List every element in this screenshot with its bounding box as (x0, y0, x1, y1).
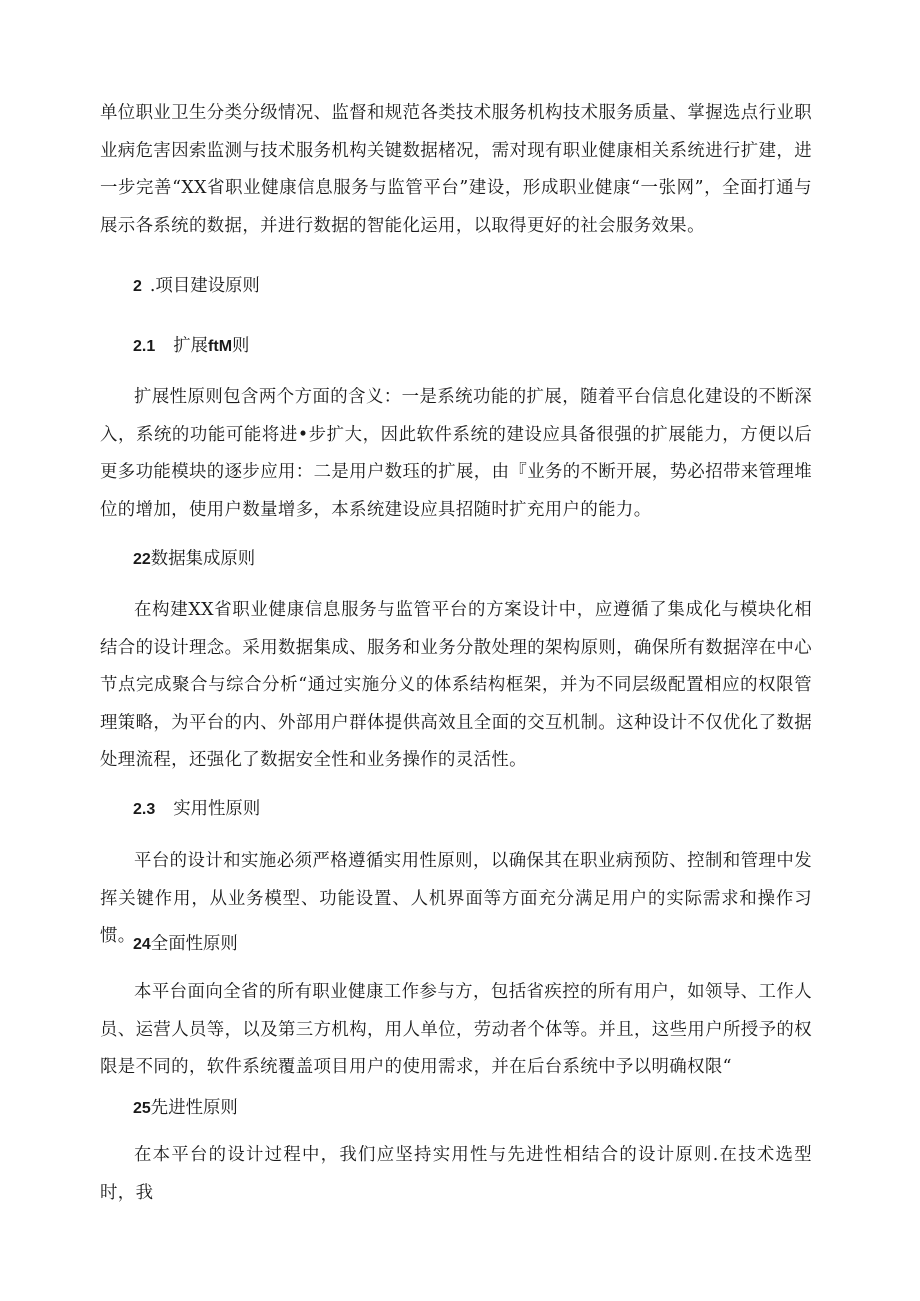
section-heading-2-5 (133, 1096, 238, 1121)
section-number: 24 (133, 936, 151, 953)
section-heading-2-4 (133, 932, 238, 957)
section-title-tail: 则 (232, 336, 250, 356)
paragraph-2-4: 本平台面向全省的所有职业健康工作参与方，包括省疾控的所有用户，如领导、工作人员、运营人员等，以及第三方机构，用人单位，劳动者个体等。并且，这些用户所授予的权限是不同的，软件系统覆盖项目用户的使用需求，并在后台系统中予以明确权限“ (100, 982, 812, 1077)
section-number: 25 (133, 1100, 151, 1117)
section-title: .项目建设原则 (149, 276, 260, 296)
intro-paragraph: 单位职业卫生分类分级情况、监督和规范各类技术服务机构技术服务质量、掌握选点行业职业病危害因索监测与技术服务机构关键数据楮况，需对现有职业健康相关系统进行扩建，进一步完善“XX省职业健康信息服务与监管平台”建设，形成职业健康“一张网”，全面打通与展示各系统的数据，并进行数据的智能化运用，以取得更好的社会服务效果。 (100, 103, 812, 236)
section-heading-2-1 (133, 334, 249, 359)
paragraph-2-3: 平台的设计和实施必须严格遵循实用性原则，以确保其在职业病预防、控制和管理中发挥关键作用，从业务模型、功能设置、人机界面等方面充分满足用户的实际需求和操作习惯。 (100, 851, 812, 946)
section-title: 实用性原则 (173, 799, 261, 819)
paragraph-2-2: 在构建XX省职业健康信息服务与监管平台的方案设计中，应遵循了集成化与模块化相结合的设计理念。采用数据集成、服务和业务分散处理的架构原则，确保所有数据滓在中心节点完成聚合与综合分析“通过实施分义的体系结构框架，并为不同层级配置相应的权限管理策略，为平台的内、外部用户群体提供高效且全面的交互机制。这种设计不仅优化了数据处理流程，还强化了数据安全性和业务操作的灵活性。 (100, 600, 812, 770)
section-title-garbled: ftM (208, 338, 233, 355)
section-heading-2 (133, 274, 260, 299)
paragraph-2-5: 在本平台的设计过程中，我们应坚持实用性与先进性相结合的设计原则.在技术选型时，我 (100, 1145, 812, 1203)
section-number: 2 (133, 278, 142, 295)
section-title: 数据集成原则 (150, 549, 256, 569)
section-number: 2.1 (133, 338, 156, 355)
section-title: 全面性原则 (150, 934, 238, 954)
paragraph-2-1: 扩展性原则包含两个方面的含义：一是系统功能的扩展，随着平台信息化建设的不断深入，系统的功能可能将进•步扩大，因此软件系统的建设应具备很强的扩展能力，方便以后更多功能模块的逐步应用：二是用户数珏的扩展，由『业务的不断开展，势必招带来管理堆位的增加，使用户数量增多，本系统建设应具招随时扩充用户的能力。 (100, 387, 812, 520)
section-title: 扩展 (173, 336, 209, 356)
section-title: 先进性原则 (150, 1098, 238, 1118)
section-number: 2.3 (133, 801, 156, 818)
section-number: 22 (133, 551, 151, 568)
section-heading-2-3 (133, 797, 260, 822)
section-heading-2-2 (133, 547, 255, 572)
